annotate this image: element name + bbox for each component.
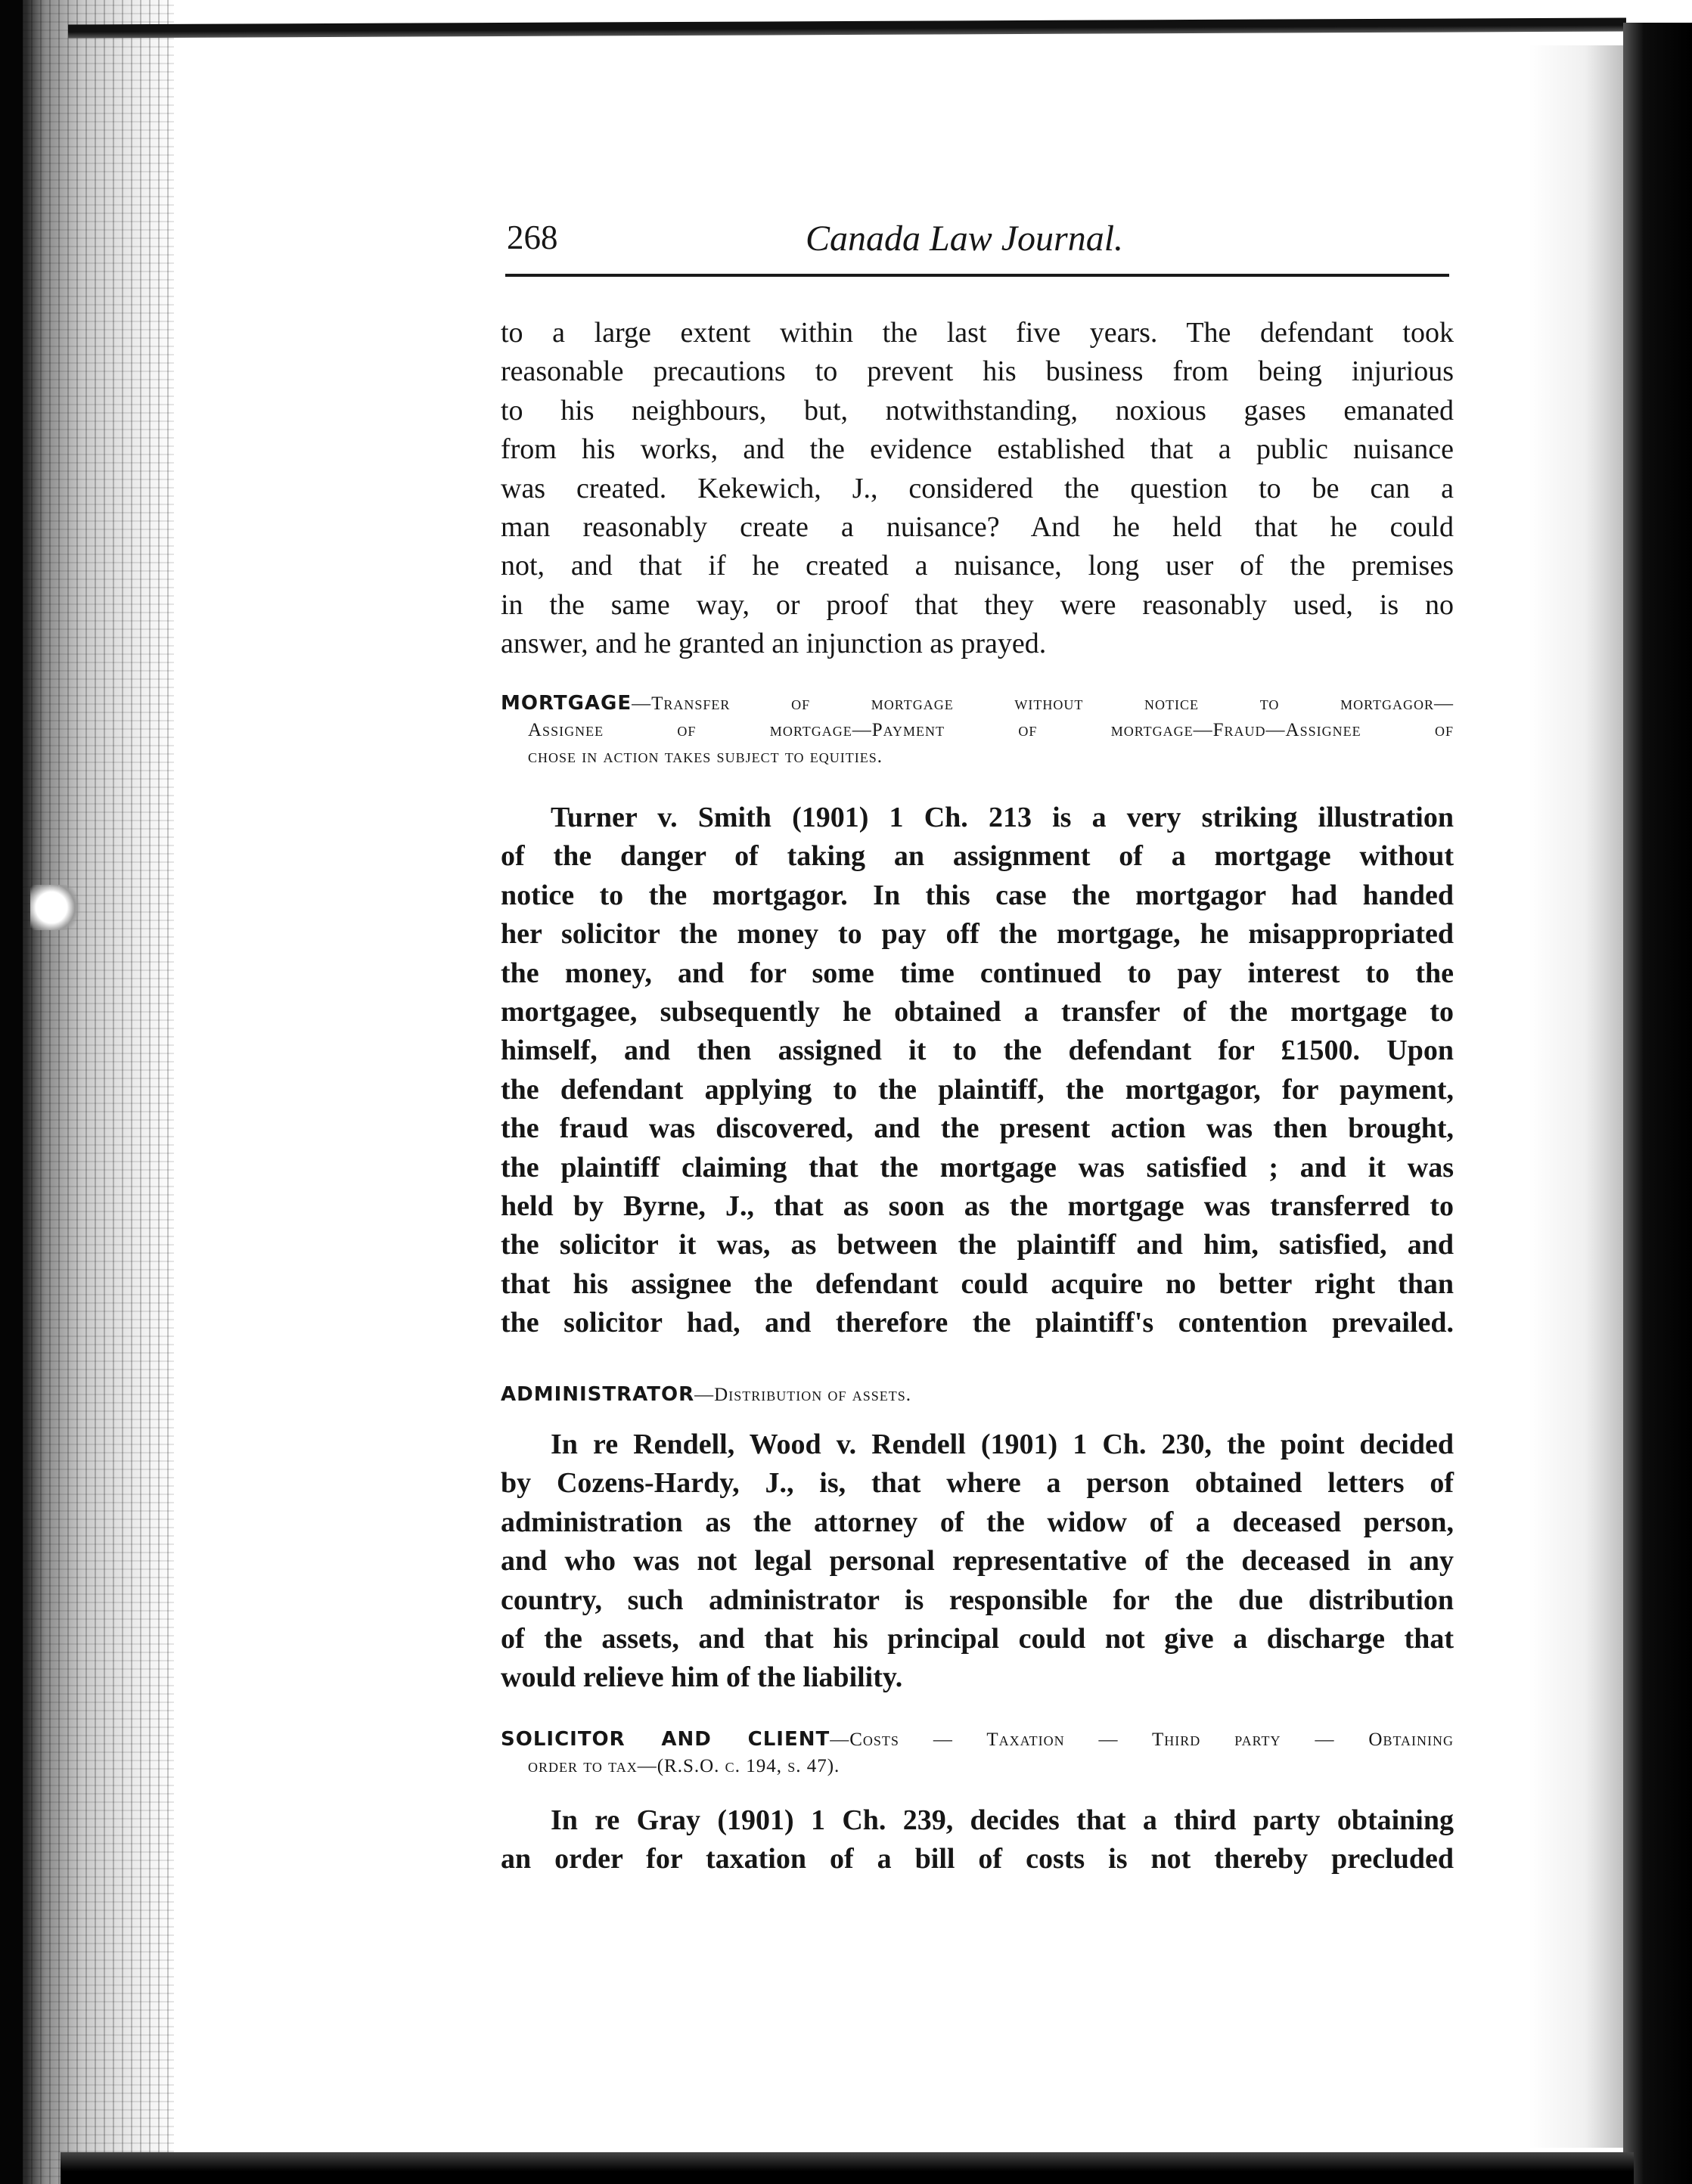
administrator-paragraph — [501, 1425, 1454, 1698]
text-line: her solicitor the money to pay off the mortgage, he misappropriated — [501, 918, 1454, 951]
scan-bottom-edge — [61, 2152, 1634, 2184]
text-line: the defendant applying to the plaintiff, the mortgagor, for payment, — [501, 1073, 1454, 1106]
text-line: to his neighbours, but, notwithstanding, noxious gases emanated — [501, 394, 1454, 427]
administrator-keyword: ADMINISTRATOR — [501, 1383, 695, 1406]
solicitor-keyword: SOLICITOR AND CLIENT — [501, 1728, 830, 1751]
text-line: the solicitor had, and therefore the plaintiff's contention prevailed. — [501, 1307, 1454, 1339]
text-line: from his works, and the evidence established that a public nuisance — [501, 433, 1454, 466]
mortgage-heading-line: chose in action takes subject to equities. — [528, 746, 883, 767]
mortgage-heading-line — [501, 690, 1454, 717]
text-line: not, and that if he created a nuisance, long user of the premises — [501, 550, 1454, 582]
mortgage-heading — [501, 690, 1454, 770]
text-line: administration as the attorney of the widow of a deceased person, — [501, 1506, 1454, 1538]
text-line: an order for taxation of a bill of costs is not thereby precluded — [501, 1843, 1454, 1875]
nuisance-paragraph — [501, 314, 1454, 664]
mortgage-heading-text: —Transfer of mortgage without notice to mortgagor— — [632, 693, 1454, 714]
text-line: the fraud was discovered, and the present action was then brought, — [501, 1112, 1454, 1145]
journal-title: Canada Law Journal. — [806, 219, 1124, 259]
text-line: the money, and for some time continued to pay interest to the — [501, 957, 1454, 989]
solicitor-heading-line — [501, 1726, 1454, 1753]
scan-top-edge — [68, 18, 1626, 39]
solicitor-heading-line: order to tax—(R.S.O. c. 194, s. 47). — [528, 1756, 840, 1776]
mortgage-paragraph — [501, 799, 1454, 1343]
page-right-shadow — [1528, 45, 1623, 2148]
text-line: of the danger of taking an assignment of a mortgage without — [501, 840, 1454, 873]
administrator-heading — [501, 1382, 1454, 1408]
text-line: the plaintiff claiming that the mortgage was satisfied ; and it was — [501, 1151, 1454, 1184]
text-line: mortgagee, subsequently he obtained a transfer of the mortgage to — [501, 996, 1454, 1028]
text-line: of the assets, and that his principal could not give a discharge that — [501, 1623, 1454, 1655]
text-line: in the same way, or proof that they were reasonably used, is no — [501, 588, 1454, 621]
text-line: the solicitor it was, as between the plaintiff and him, satisfied, and — [501, 1229, 1454, 1261]
binding-tab-mark — [30, 885, 83, 930]
text-line: himself, and then assigned it to the defendant for £1500. Upon — [501, 1035, 1454, 1067]
solicitor-heading-text: —Costs — Taxation — Third party — Obtaining — [830, 1730, 1454, 1750]
page-number: 268 — [507, 219, 558, 256]
text-line: by Cozens-Hardy, J., is, that where a person obtained letters of — [501, 1467, 1454, 1500]
solicitor-paragraph — [501, 1801, 1454, 1879]
mortgage-heading-line: Assignee of mortgage—Payment of mortgage—Fraud—Assignee of — [528, 720, 1454, 740]
text-line: that his assignee the defendant could acquire no better right than — [501, 1267, 1454, 1300]
text-line: reasonable precautions to prevent his business from being injurious — [501, 355, 1454, 388]
text-line: In re Gray (1901) 1 Ch. 239, decides that a third party obtaining — [551, 1804, 1454, 1836]
text-line: man reasonably create a nuisance? And he held that he could — [501, 511, 1454, 544]
administrator-heading-text: —Distribution of assets. — [694, 1385, 911, 1405]
text-line: and who was not legal personal representative of the deceased in any — [501, 1545, 1454, 1578]
text-line: to a large extent within the last five years. The defendant took — [501, 317, 1454, 349]
text-line: was created. Kekewich, J., considered the question to be can a — [501, 472, 1454, 504]
text-line: notice to the mortgagor. In this case the mortgagor had handed — [501, 879, 1454, 911]
text-line: would relieve him of the liability. — [501, 1661, 903, 1694]
binding-edge — [0, 0, 23, 2184]
text-line: country, such administrator is responsible for the due distribution — [501, 1584, 1454, 1616]
header-rule — [505, 274, 1449, 277]
text-line: In re Rendell, Wood v. Rendell (1901) 1 Ch. 230, the point decided — [551, 1429, 1454, 1460]
text-line: held by Byrne, J., that as soon as the mortgage was transferred to — [501, 1190, 1454, 1223]
mortgage-keyword: MORTGAGE — [501, 692, 632, 715]
book-binding-shadow — [0, 0, 174, 2184]
scan-right-edge — [1623, 23, 1692, 2184]
text-line: Turner v. Smith (1901) 1 Ch. 213 is a very striking illustration — [551, 802, 1454, 833]
administrator-heading-line — [501, 1382, 1454, 1408]
text-line: answer, and he granted an injunction as prayed. — [501, 628, 1047, 660]
solicitor-heading — [501, 1726, 1454, 1779]
running-head — [507, 218, 1445, 265]
